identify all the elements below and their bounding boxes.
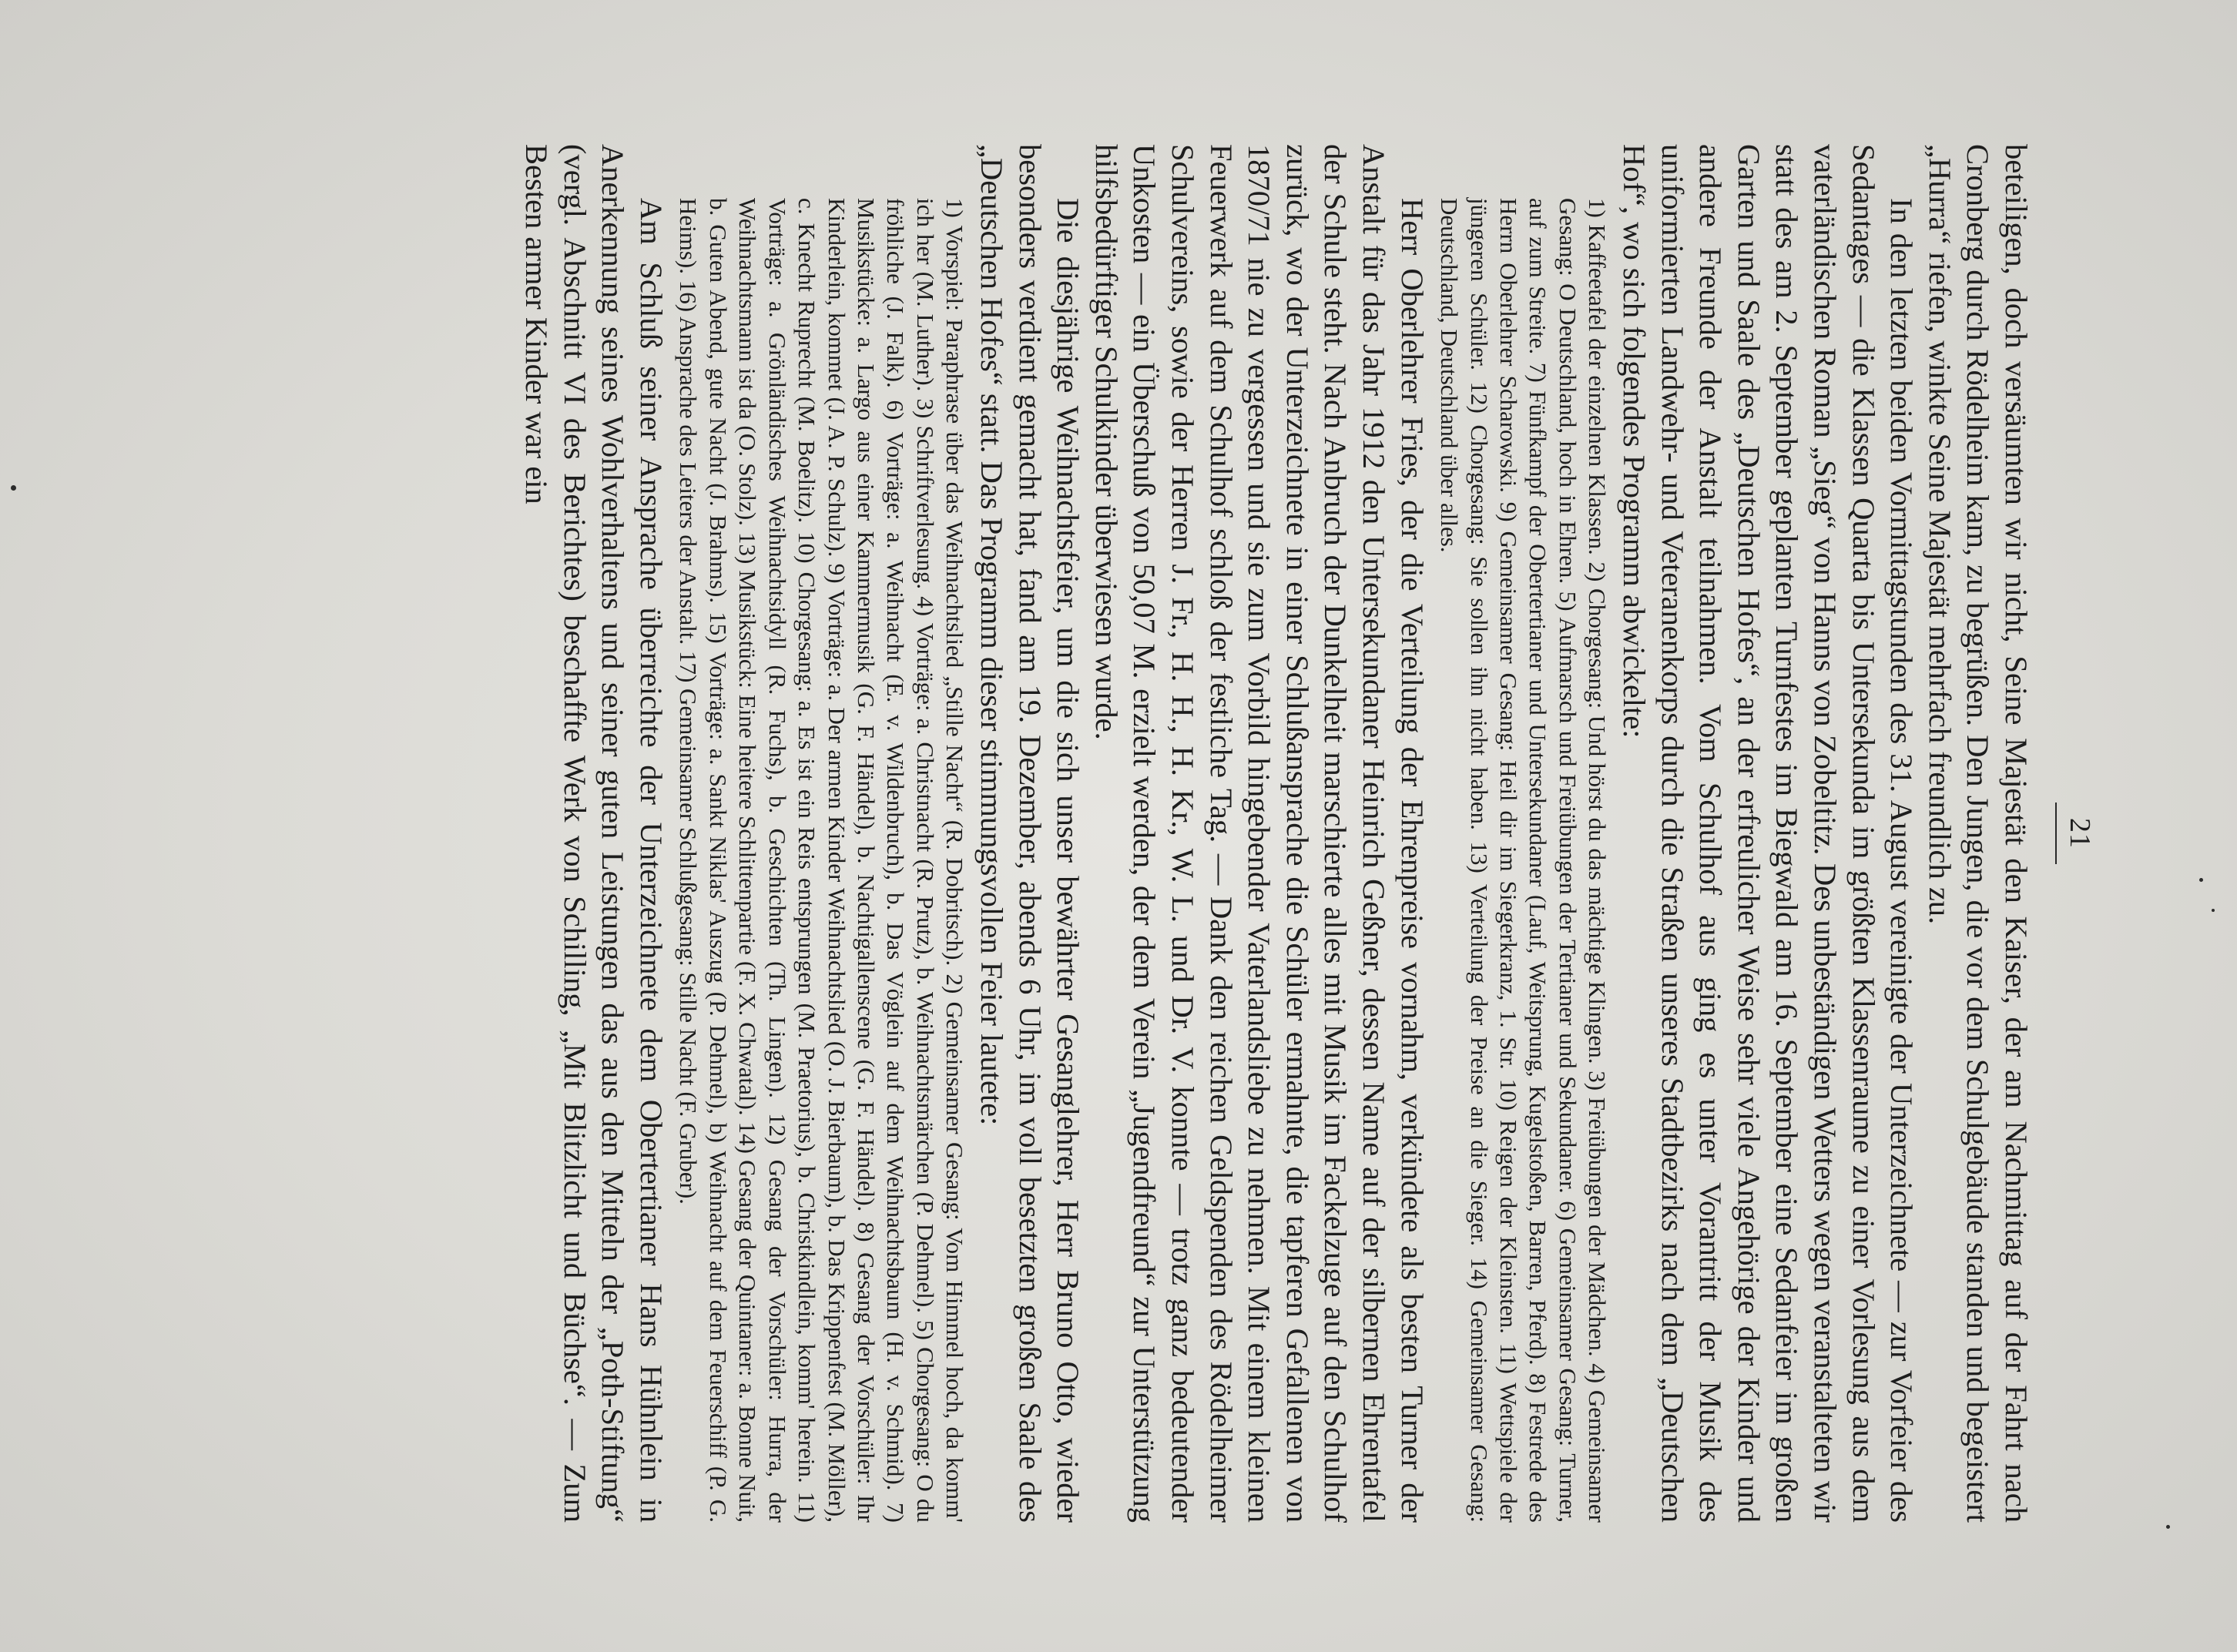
program-weihnachtsfeier: 1) Vorspiel: Paraphrase über das Weihnachtslied „Stille Nacht“ (R. Dobritsch). 2) Gemeinsamer Gesang: Vom Himmel hoch, da komm' ich her (M. Luther). 3) Schriftverlesung. 4) Vorträge: a. Christnacht (R. Prutz), b. Weihnachtsmärchen (P. Dehmel). 5) Chorgesang: O du fröhliche (J. Falk). 6) Vorträge: a. Weihnacht (E. v. Wildenbruch), b. Das Vöglein auf dem Weihnachtsbaum (H. v. Schmid). 7) Musikstücke: a. Largo aus einer Kammermusik (G. F. Händel), b. Nachtigallenscene (G. F. Händel). 8) Gesang der Vorschüler: Ihr Kinderlein, kommet (J. A. P. Schulz). 9) Vorträge: a. Der armen Kinder Weihnachtslied (O. J. Bierbaum), b. Das Krippenfest (M. Möller), c. Knecht Ruprecht (M. Boelitz). 10) Chorgesang: a. Es ist ein Reis entsprungen (M. Praetorius), b. Christkindlein, komm' herein. 11) Vorträge: a. Grönländisches Weihnachtsidyll (R. Fuchs), b. Geschichten (Th. Lingen). 12) Gesang der Vorschüler: Hurra, der Weihnachtsmann ist da (O. Stolz). 13) Musikstück: Eine heitere Schlittenpartie (F. X. Chwatal). 14) Gesang der Quintaner: a. Bonne Nuit, b. Guten Abend, gute Nacht (J. Brahms). 15) Vorträge: a. Sankt Niklas' Auszug (P. Dehmel), b) Weihnacht auf dem Feuerschiff (P. G. Heims). 16) Ansprache des Leiters der Anstalt. 17) Gemeinsamer Schlußgesang: Stille Nacht (F. Gruber). <box>675 198 969 1523</box>
page-number-rule <box>2055 803 2057 864</box>
paragraph-award: Am Schluß seiner Ansprache überreichte der Unterzeichnete dem Obertertianer Hans Hühnlein in Anerkennung seines Wohlverhaltens und seiner guten Leistungen das aus den Mitteln der „Poth-Stiftung“ (vergl. Abschnitt VI des Berichtes) beschaffte Werk von Schilling, „Mit Blitzlicht und Büchse“. — Zum Besten armer Kinder war ein <box>519 144 669 1523</box>
document-page <box>109 21 2128 1630</box>
paragraph-sedan-celebration: In den letzten beiden Vormittagstunden des 31. August vereinigte der Unterzeichnete — zur Vorfeier des Sedantages — die Klassen Quarta bis Untersekunda im größten Klassenraume zu einer Vorlesung aus dem vaterländischen Roman „Sieg“ von Hanns von Zobeltitz. Des unbeständigen Wetters wegen veranstalteten wir statt des am 2. September geplanten Turnfestes im Biegwald am 16. September eine Sedanfeier im großen Garten und Saale des „Deutschen Hofes“, an der erfreulicher Weise sehr viele Angehörige der Kinder und andere Freunde der Anstalt teilnahmen. Vom Schulhof aus ging es unter Vorantritt der Musik des uniformierten Landwehr- und Veteranenkorps durch die Straßen unseres Stadtbezirks nach dem „Deutschen Hof“, wo sich folgendes Programm abwickelte: <box>1616 144 1920 1523</box>
page-number: 21 <box>2064 818 2096 849</box>
paragraph-best-gymnast: Herr Oberlehrer Fries, der die Verteilung der Ehrenpreise vornahm, verkündete als besten Turner der Anstalt für das Jahr 1912 den Untersekundaner Heinrich Geßner, dessen Name auf der silbernen Ehrentafel der Schule steht. Nach Anbruch der Dunkelheit marschierte alles mit Musik im Fackelzuge auf den Schulhof zurück, wo der Unterzeichnete in einer Schlußansprache die Schüler ermahnte, die tapferen Gefallenen von 1870/71 nie zu vergessen und sie zum Vorbild hingebender Vaterlandsliebe zu nehmen. Mit einem kleinen Feuerwerk auf dem Schulhof schloß der festliche Tag. — Dank den reichen Geldspenden des Rödelheimer Schulvereins, sowie der Herren J. Fr., H. H., H. Kr., W. L. und Dr. V. konnte — trotz ganz bedeutender Unkosten — ein Überschuß von 50,07 M. erzielt werden, der dem Verein „Jugendfreund“ zur Unterstützung hilfsbedürftiger Schulkinder überwiesen wurde. <box>1088 144 1430 1523</box>
paragraph-christmas-celebration: Die diesjährige Weihnachtsfeier, um die sich unser bewährter Gesanglehrer, Herr Bruno Otto, wieder besonders verdient gemacht hat, fand am 19. Dezember, abends 6 Uhr, im voll besetzten großen Saale des „Deutschen Hofes“ statt. Das Programm dieser stimmungsvollen Feier lautete: <box>974 144 1086 1523</box>
paragraph-kaiser-visit: beteiligen, doch versäumten wir nicht, Seine Majestät den Kaiser, der am Nachmittag auf der Fahrt nach Cronberg durch Rödelheim kam, zu begrüßen. Den Jungen, die vor dem Schulgebäude standen und begeistert „Hurra“ riefen, winkte Seine Majestät mehrfach freundlich zu. <box>1922 144 2034 1523</box>
program-sedan-feier: 1) Kaffeetafel der einzelnen Klassen. 2) Chorgesang: Und hörst du das mächtige Klingen. 3) Freiübungen der Mädchen. 4) Gemeinsamer Gesang: O Deutschland, hoch in Ehren. 5) Aufmarsch und Freiübungen der Tertianer und Sekundaner. 6) Gemeinsamer Gesang: Turner, auf zum Streite. 7) Fünfkampf der Obertertianer und Untersekundaner (Lauf, Weitsprung, Kugelstoßen, Barren, Pferd). 8) Festrede des Herrn Oberlehrer Scharowski. 9) Gemeinsamer Gesang: Heil dir im Siegerkranz, 1. Str. 10) Reigen der Kleinsten. 11) Wettspiele der jüngeren Schüler. 12) Chorgesang: Sie sollen ihn nicht haben. 13) Verteilung der Preise an die Sieger. 14) Gemeinsamer Gesang: Deutschland, Deutschland über alles. <box>1436 198 1612 1523</box>
